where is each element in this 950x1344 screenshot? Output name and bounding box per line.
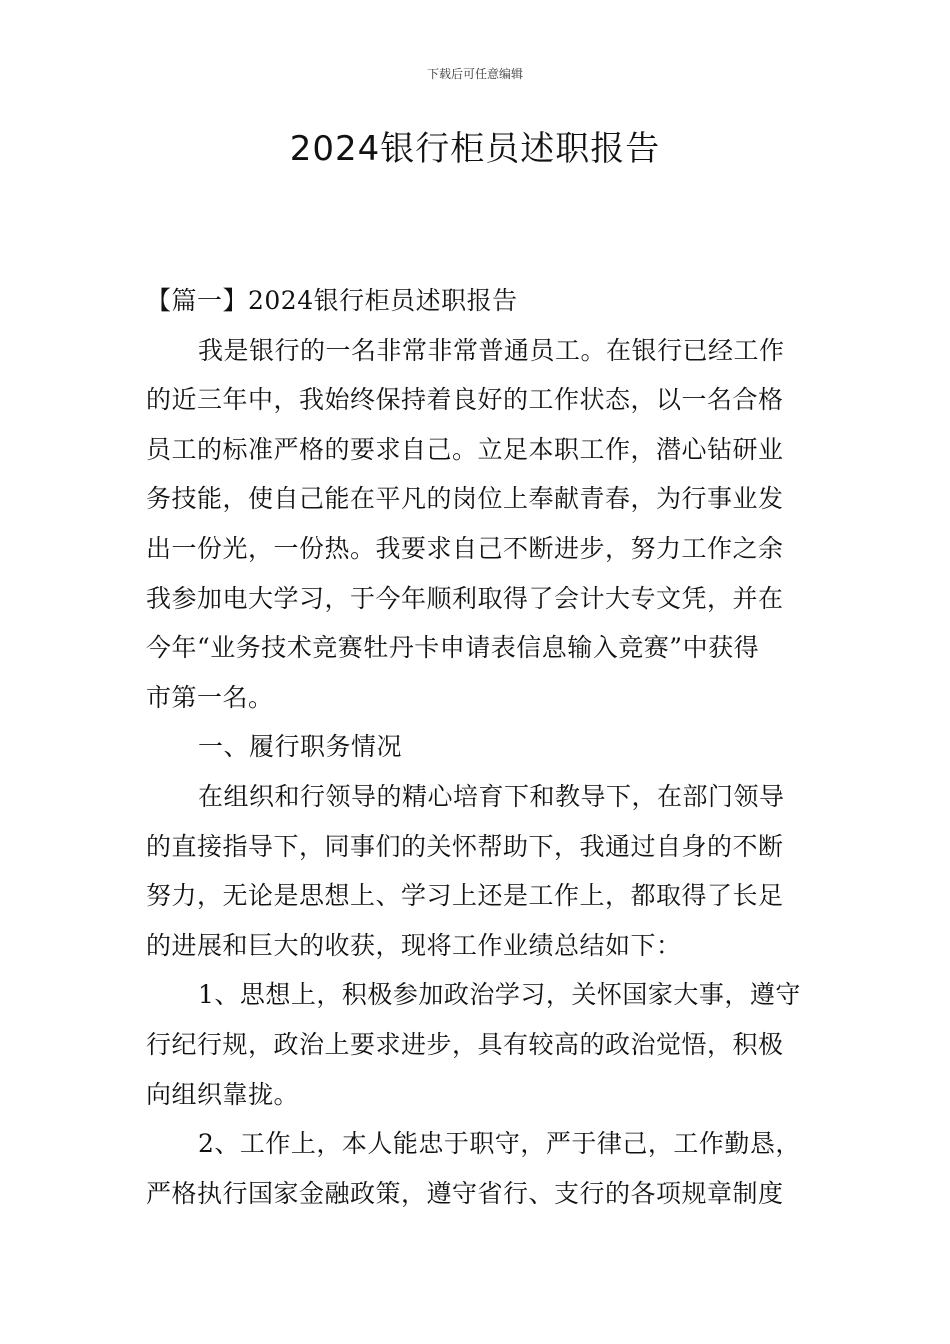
paragraph-line: 的进展和巨大的收获，现将工作业绩总结如下：: [146, 930, 682, 960]
paragraph-line: 我是银行的一名非常非常普通员工。在银行已经工作: [198, 335, 785, 365]
paragraph-line: 在组织和行领导的精心培育下和教导下，在部门领导: [198, 781, 785, 811]
paragraph-line: 出一份光，一份热。我要求自己不断进步，努力工作之余: [146, 533, 784, 563]
paragraph-line: 1、思想上，积极参加政治学习，关怀国家大事，遵守: [198, 980, 801, 1010]
paragraph-line: 严格执行国家金融政策，遵守省行、支行的各项规章制度: [146, 1178, 784, 1208]
paragraph-line: 行纪行规，政治上要求进步，具有较高的政治觉悟，积极: [146, 1029, 784, 1059]
paragraph-line: 员工的标准严格的要求自己。立足本职工作，潜心钻研业: [146, 434, 784, 464]
section-heading: 【篇一】2024银行柜员述职报告: [146, 286, 518, 315]
paragraph-line: 努力，无论是思想上、学习上还是工作上，都取得了长足: [146, 881, 784, 911]
paragraph-line: 务技能，使自己能在平凡的岗位上奉献青春，为行事业发: [146, 484, 784, 514]
paragraph-line: 我参加电大学习，于今年顺利取得了会计大专文凭，并在: [146, 583, 784, 613]
paragraph-line: 市第一名。: [146, 682, 274, 712]
paragraph-line: 2、工作上，本人能忠于职守，严于律己，工作勤恳，: [198, 1129, 801, 1159]
document-body: [146, 276, 808, 1218]
subsection-heading: 一、履行职务情况: [198, 732, 403, 762]
paragraph-line: 向组织靠拢。: [146, 1079, 300, 1109]
paragraph-line: 今年“业务技术竞赛牡丹卡申请表信息输入竞赛”中获得: [146, 633, 760, 663]
paragraph-line: 的直接指导下，同事们的关怀帮助下，我通过自身的不断: [146, 831, 784, 861]
document-title: 2024银行柜员述职报告: [289, 129, 661, 169]
header-note: 下载后可任意编辑: [426, 67, 523, 81]
paragraph-line: 的近三年中，我始终保持着良好的工作状态，以一名合格: [146, 385, 784, 415]
